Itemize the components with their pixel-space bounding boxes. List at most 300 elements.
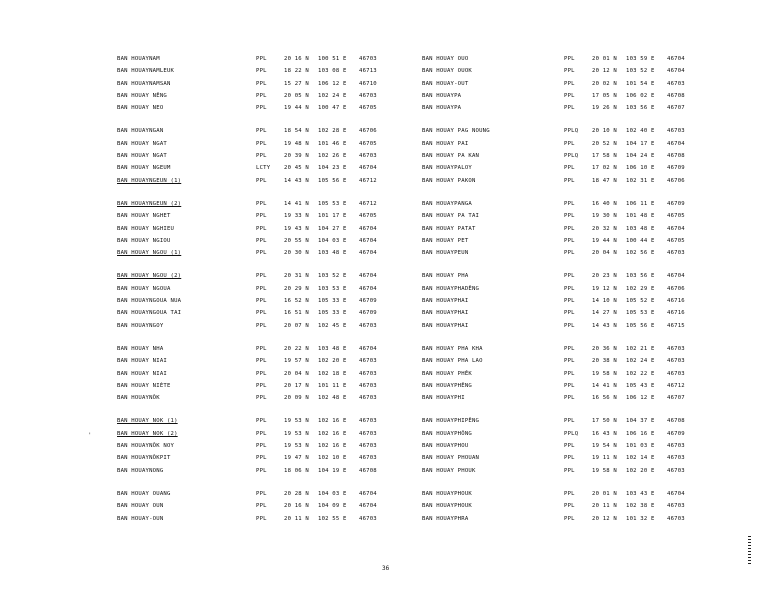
entry-lon: 101 54 E xyxy=(626,80,655,87)
entry-code: 46706 xyxy=(359,128,377,135)
entry-lat: 14 41 N xyxy=(592,382,617,389)
entry-type: PPL xyxy=(256,370,267,377)
entry-lat: 14 43 N xyxy=(284,177,309,184)
entry-code: 46703 xyxy=(667,80,685,87)
entry-code: 46703 xyxy=(667,515,685,522)
entry-lat: 14 27 N xyxy=(592,310,617,317)
entry-lat: 20 29 N xyxy=(284,285,309,292)
entry-lon: 103 53 E xyxy=(318,285,347,292)
entry-lon: 103 59 E xyxy=(626,56,655,62)
entry-name: BAN HOUAYPEUN xyxy=(422,250,469,257)
entry-lat: 18 54 N xyxy=(284,128,309,135)
entry-name: BAN HOUAYNAMSAN xyxy=(117,80,171,87)
entry-code: 46713 xyxy=(359,68,377,75)
entry-type: PPL xyxy=(564,503,575,510)
entry-lon: 102 16 E xyxy=(318,430,347,437)
entry-name: BAN HOUAY NIAI xyxy=(117,358,167,365)
entry-lon: 104 03 E xyxy=(318,490,347,497)
entry-name: BAN HOUAYPHI xyxy=(422,395,465,402)
entry-type: PPL xyxy=(256,105,267,112)
entry-code: 46704 xyxy=(359,285,377,292)
entry-lon: 102 18 E xyxy=(318,370,347,377)
entry-code: 46703 xyxy=(667,503,685,510)
entry-code: 46704 xyxy=(667,490,685,497)
entry-lon: 105 53 E xyxy=(318,200,347,207)
entry-code: 46704 xyxy=(359,503,377,510)
entry-lon: 102 20 E xyxy=(626,467,655,474)
entry-lon: 105 52 E xyxy=(626,298,655,305)
entry-type: PPL xyxy=(564,165,575,172)
entry-lon: 105 33 E xyxy=(318,310,347,317)
entry-name: BAN HOUAYNGEUN (2) xyxy=(117,200,182,207)
entry-lon: 102 29 E xyxy=(626,285,655,292)
entry-name: BAN HOUAYNÔK NOY xyxy=(117,443,175,450)
entry-lon: 100 44 E xyxy=(626,237,655,244)
entry-name: BAN HOUAYNGOY xyxy=(117,322,164,329)
entry-code: 46704 xyxy=(359,273,377,280)
entry-name: BAN HOUAYNGOUA TAI xyxy=(117,310,182,317)
entry-code: 46712 xyxy=(359,177,377,184)
entry-code: 46708 xyxy=(667,418,685,425)
entry-lat: 20 28 N xyxy=(284,490,309,497)
entry-lon: 102 26 E xyxy=(318,153,347,160)
entry-name: BAN HOUAY OUANG xyxy=(117,490,171,497)
entry-lon: 102 16 E xyxy=(318,443,347,450)
entry-lon: 104 09 E xyxy=(318,503,347,510)
entry-code: 46705 xyxy=(667,213,685,220)
entry-lat: 19 26 N xyxy=(592,105,617,112)
entry-type: PPL xyxy=(564,140,575,147)
entry-code: 46704 xyxy=(359,165,377,172)
entry-code: 46716 xyxy=(667,310,685,317)
entry-lon: 102 45 E xyxy=(318,322,347,329)
entry-type: PPL xyxy=(564,80,575,87)
entry-lat: 19 43 N xyxy=(284,225,309,232)
entry-name: BAN HOUAYPA xyxy=(422,92,462,99)
entry-type: PPL xyxy=(256,68,267,75)
entry-name: BAN HOUAYPHÔNG xyxy=(422,430,472,437)
entry-type: PPLQ xyxy=(564,430,579,437)
entry-lat: 20 12 N xyxy=(592,515,617,522)
entry-name: BAN HOUAY NGEUM xyxy=(117,165,171,172)
entry-lat: 19 30 N xyxy=(592,213,617,220)
entry-lat: 19 48 N xyxy=(284,140,309,147)
entry-name: BAN HOUAY PHA KHA xyxy=(422,345,483,352)
entry-lat: 20 55 N xyxy=(284,237,309,244)
entry-type: PPL xyxy=(256,503,267,510)
entry-code: 46703 xyxy=(359,430,377,437)
entry-name: BAN HOUAYNAM xyxy=(117,56,160,62)
entry-lat: 19 33 N xyxy=(284,213,309,220)
entry-type: PPL xyxy=(564,370,575,377)
entry-name: BAN HOUAYNGOUA NUA xyxy=(117,298,182,305)
entry-lon: 104 17 E xyxy=(626,140,655,147)
entry-name: BAN HOUAY PHÊK xyxy=(422,370,472,377)
entry-lon: 103 08 E xyxy=(318,68,347,75)
entry-lat: 14 43 N xyxy=(592,322,617,329)
entry-lon: 102 14 E xyxy=(626,455,655,462)
entry-name: BAN HOUAY NGAT xyxy=(117,153,167,160)
entry-code: 46707 xyxy=(667,395,685,402)
entry-name: BAN HOUAY OUO xyxy=(422,56,469,62)
entry-lon: 106 11 E xyxy=(626,200,655,207)
entry-name: BAN HOUAYPANGA xyxy=(422,200,472,207)
entry-name: BAN HOUAY PA TAI xyxy=(422,213,480,220)
entry-lat: 19 54 N xyxy=(592,443,617,450)
entry-code: 46705 xyxy=(359,213,377,220)
entry-name: BAN HOUAY NGOU (2) xyxy=(117,273,182,280)
entry-name: BAN HOUAY NIÈTE xyxy=(117,382,171,389)
entry-lon: 102 16 E xyxy=(318,418,347,425)
entry-type: PPL xyxy=(256,455,267,462)
entry-type: PPL xyxy=(256,128,267,135)
entry-name: BAN HOUAYPHAI xyxy=(422,322,469,329)
entry-lat: 20 09 N xyxy=(284,395,309,402)
entry-type: PPL xyxy=(564,345,575,352)
entry-name: BAN HOUAYPHRA xyxy=(422,515,469,522)
entry-type: PPL xyxy=(564,395,575,402)
entry-lat: 19 11 N xyxy=(592,455,617,462)
entry-code: 46704 xyxy=(667,68,685,75)
entry-code: 46709 xyxy=(667,430,685,437)
entry-lat: 20 31 N xyxy=(284,273,309,280)
entry-lat: 20 01 N xyxy=(592,490,617,497)
entry-code: 46703 xyxy=(667,358,685,365)
margin-mark: ' xyxy=(88,432,92,439)
entry-type: PPL xyxy=(564,56,575,62)
entry-lon: 102 48 E xyxy=(318,395,347,402)
entry-name: BAN HOUAY PHA xyxy=(422,273,469,280)
entry-lat: 20 32 N xyxy=(592,225,617,232)
entry-name: BAN HOUAYNGEUN (1) xyxy=(117,177,182,184)
entry-type: PPL xyxy=(256,273,267,280)
entry-lat: 20 04 N xyxy=(592,250,617,257)
entry-lat: 20 17 N xyxy=(284,382,309,389)
entry-lat: 20 05 N xyxy=(284,92,309,99)
entry-type: PPL xyxy=(564,200,575,207)
entry-name: BAN HOUAYNONG xyxy=(117,467,164,474)
entry-type: PPL xyxy=(564,467,575,474)
entry-name: BAN HOUAY NGHIEU xyxy=(117,225,175,232)
entry-lat: 19 47 N xyxy=(284,455,309,462)
entry-type: PPL xyxy=(564,105,575,112)
entry-type: PPL xyxy=(256,200,267,207)
entry-lat: 19 53 N xyxy=(284,430,309,437)
entry-code: 46703 xyxy=(359,395,377,402)
entry-lon: 102 22 E xyxy=(626,370,655,377)
entry-type: PPL xyxy=(256,443,267,450)
entry-type: PPL xyxy=(256,490,267,497)
entry-code: 46707 xyxy=(667,105,685,112)
entry-code: 46703 xyxy=(359,455,377,462)
entry-lon: 101 03 E xyxy=(626,443,655,450)
entry-type: PPL xyxy=(256,250,267,257)
entry-lat: 20 12 N xyxy=(592,68,617,75)
entry-type: PPL xyxy=(256,430,267,437)
entry-name: BAN HOUAY OUOK xyxy=(422,68,472,75)
entry-lon: 105 53 E xyxy=(626,310,655,317)
entry-type: PPL xyxy=(256,298,267,305)
entry-lon: 103 48 E xyxy=(626,225,655,232)
entry-lon: 102 38 E xyxy=(626,503,655,510)
entry-name: BAN HOUAY NGOUA xyxy=(117,285,171,292)
entry-lat: 20 10 N xyxy=(592,128,617,135)
entry-code: 46705 xyxy=(667,237,685,244)
entry-lon: 101 17 E xyxy=(318,213,347,220)
entry-lat: 19 53 N xyxy=(284,443,309,450)
entry-lon: 103 52 E xyxy=(626,68,655,75)
entry-code: 46703 xyxy=(359,322,377,329)
entry-code: 46716 xyxy=(667,298,685,305)
entry-code: 46712 xyxy=(667,382,685,389)
entry-type: PPL xyxy=(564,225,575,232)
entry-name: BAN HOUAY PHOUK xyxy=(422,467,476,474)
entry-lat: 19 44 N xyxy=(284,105,309,112)
entry-lon: 102 24 E xyxy=(318,92,347,99)
entry-name: BAN HOUAYPALOY xyxy=(422,165,472,172)
entry-type: PPL xyxy=(564,310,575,317)
entry-code: 46712 xyxy=(359,200,377,207)
entry-type: PPL xyxy=(564,237,575,244)
entry-lat: 16 52 N xyxy=(284,298,309,305)
entry-name: BAN HOUAY-OUT xyxy=(422,80,469,87)
entry-code: 46709 xyxy=(359,310,377,317)
entry-lon: 104 27 E xyxy=(318,225,347,232)
entry-name: BAN HOUAY NGHET xyxy=(117,213,171,220)
entry-lat: 20 36 N xyxy=(592,345,617,352)
entry-type: PPL xyxy=(256,80,267,87)
entry-lat: 20 16 N xyxy=(284,503,309,510)
entry-code: 46703 xyxy=(667,443,685,450)
entry-name: BAN HOUAY-OUN xyxy=(117,515,164,522)
entry-type: PPL xyxy=(256,382,267,389)
entry-lon: 103 48 E xyxy=(318,250,347,257)
entry-type: PPL xyxy=(256,177,267,184)
entry-lat: 18 06 N xyxy=(284,467,309,474)
entry-code: 46703 xyxy=(667,250,685,257)
entry-lat: 20 39 N xyxy=(284,153,309,160)
entry-name: BAN HOUAY NOK (2) xyxy=(117,430,178,437)
entry-code: 46703 xyxy=(359,382,377,389)
entry-code: 46704 xyxy=(359,490,377,497)
entry-name: BAN HOUAY NGAT xyxy=(117,140,167,147)
entry-lat: 17 58 N xyxy=(592,153,617,160)
entry-code: 46704 xyxy=(667,140,685,147)
entry-type: LCTY xyxy=(256,165,271,172)
entry-lat: 20 16 N xyxy=(284,56,309,62)
entry-type: PPL xyxy=(256,358,267,365)
entry-lat: 19 44 N xyxy=(592,237,617,244)
entry-type: PPL xyxy=(564,273,575,280)
entry-code: 46705 xyxy=(359,105,377,112)
entry-lon: 100 51 E xyxy=(318,56,347,62)
entry-code: 46704 xyxy=(359,237,377,244)
entry-name: BAN HOUAYNÔK xyxy=(117,395,160,402)
entry-type: PPL xyxy=(564,358,575,365)
entry-lat: 17 50 N xyxy=(592,418,617,425)
entry-lon: 106 12 E xyxy=(626,395,655,402)
entry-name: BAN HOUAY PAG NOUNG xyxy=(422,128,490,135)
entry-lat: 19 57 N xyxy=(284,358,309,365)
entry-type: PPL xyxy=(564,382,575,389)
entry-type: PPL xyxy=(256,153,267,160)
page-number: 36 xyxy=(382,565,390,572)
entry-lon: 103 43 E xyxy=(626,490,655,497)
entry-lon: 106 12 E xyxy=(318,80,347,87)
entry-lon: 101 46 E xyxy=(318,140,347,147)
entry-type: PPL xyxy=(564,298,575,305)
entry-lat: 20 07 N xyxy=(284,322,309,329)
entry-code: 46709 xyxy=(667,200,685,207)
entry-type: PPL xyxy=(256,285,267,292)
entry-type: PPL xyxy=(564,443,575,450)
entry-lat: 20 52 N xyxy=(592,140,617,147)
entry-lon: 103 48 E xyxy=(318,345,347,352)
entry-lat: 20 02 N xyxy=(592,80,617,87)
entry-lat: 16 56 N xyxy=(592,395,617,402)
entry-code: 46704 xyxy=(359,250,377,257)
entry-code: 46708 xyxy=(667,153,685,160)
entry-lon: 102 28 E xyxy=(318,128,347,135)
entry-type: PPL xyxy=(564,177,575,184)
entry-code: 46703 xyxy=(359,370,377,377)
entry-lon: 104 23 E xyxy=(318,165,347,172)
entry-name: BAN HOUAY NGIOU xyxy=(117,237,171,244)
entry-code: 46703 xyxy=(667,455,685,462)
entry-type: PPL xyxy=(256,467,267,474)
entry-name: BAN HOUAY PA KAN xyxy=(422,153,480,160)
entry-lat: 19 58 N xyxy=(592,467,617,474)
entry-type: PPL xyxy=(564,455,575,462)
entry-lat: 19 53 N xyxy=(284,418,309,425)
entry-lon: 106 10 E xyxy=(626,165,655,172)
entry-code: 46704 xyxy=(667,273,685,280)
scan-edge-mark xyxy=(748,536,751,578)
entry-lat: 20 11 N xyxy=(284,515,309,522)
entry-name: BAN HOUAY OUN xyxy=(117,503,164,510)
entry-lon: 104 24 E xyxy=(626,153,655,160)
entry-lon: 104 19 E xyxy=(318,467,347,474)
entry-name: BAN HOUAYPHAI xyxy=(422,310,469,317)
entry-name: BAN HOUAY PAKON xyxy=(422,177,476,184)
entry-type: PPL xyxy=(256,322,267,329)
entry-name: BAN HOUAY NÊNG xyxy=(117,92,167,99)
entry-type: PPL xyxy=(564,418,575,425)
entry-lat: 20 30 N xyxy=(284,250,309,257)
entry-code: 46706 xyxy=(667,177,685,184)
entry-type: PPL xyxy=(256,310,267,317)
entry-type: PPL xyxy=(256,92,267,99)
entry-type: PPL xyxy=(256,395,267,402)
entry-name: BAN HOUAYPHOUK xyxy=(422,490,472,497)
entry-code: 46704 xyxy=(359,345,377,352)
entry-code: 46703 xyxy=(359,515,377,522)
entry-name: BAN HOUAYPA xyxy=(422,105,462,112)
entry-name: BAN HOUAY NEO xyxy=(117,105,164,112)
entry-name: BAN HOUAY PHA LAO xyxy=(422,358,483,365)
entry-lon: 103 56 E xyxy=(626,105,655,112)
entry-lat: 18 47 N xyxy=(592,177,617,184)
entry-lat: 17 05 N xyxy=(592,92,617,99)
entry-lat: 20 01 N xyxy=(592,56,617,62)
entry-lon: 103 52 E xyxy=(318,273,347,280)
entry-type: PPL xyxy=(564,92,575,99)
entry-lon: 102 10 E xyxy=(318,455,347,462)
entry-name: BAN HOUAYPHADÊNG xyxy=(422,285,480,292)
entry-name: BAN HOUAY NHA xyxy=(117,345,164,352)
entry-lat: 20 04 N xyxy=(284,370,309,377)
entry-name: BAN HOUAYNAMLEUK xyxy=(117,68,175,75)
entry-lon: 106 16 E xyxy=(626,430,655,437)
entry-code: 46703 xyxy=(359,358,377,365)
entry-lon: 102 55 E xyxy=(318,515,347,522)
entry-name: BAN HOUAY PATAT xyxy=(422,225,476,232)
entry-type: PPL xyxy=(564,490,575,497)
entry-code: 46703 xyxy=(667,128,685,135)
entry-name: BAN HOUAY NIAI xyxy=(117,370,167,377)
entry-code: 46703 xyxy=(359,418,377,425)
entry-lat: 20 23 N xyxy=(592,273,617,280)
entry-code: 46705 xyxy=(359,140,377,147)
entry-code: 46709 xyxy=(359,298,377,305)
entry-code: 46704 xyxy=(667,56,685,62)
entry-code: 46710 xyxy=(359,80,377,87)
entry-name: BAN HOUAYNGAN xyxy=(117,128,164,135)
entry-code: 46706 xyxy=(667,285,685,292)
entry-lon: 102 40 E xyxy=(626,128,655,135)
entry-name: BAN HOUAY NOK (1) xyxy=(117,418,178,425)
entry-lon: 103 56 E xyxy=(626,273,655,280)
entry-type: PPL xyxy=(564,285,575,292)
entry-lon: 102 20 E xyxy=(318,358,347,365)
entry-code: 46704 xyxy=(667,225,685,232)
entry-lat: 18 22 N xyxy=(284,68,309,75)
entry-name: BAN HOUAY NGOU (1) xyxy=(117,250,182,257)
entry-code: 46703 xyxy=(667,345,685,352)
entry-lon: 105 43 E xyxy=(626,382,655,389)
entry-lat: 20 38 N xyxy=(592,358,617,365)
entry-code: 46709 xyxy=(667,165,685,172)
entry-lat: 16 40 N xyxy=(592,200,617,207)
entry-type: PPLQ xyxy=(564,153,579,160)
entry-lat: 20 11 N xyxy=(592,503,617,510)
entry-code: 46708 xyxy=(667,92,685,99)
entry-code: 46703 xyxy=(359,56,377,62)
entry-code: 46703 xyxy=(667,467,685,474)
entry-lon: 105 56 E xyxy=(318,177,347,184)
entry-type: PPL xyxy=(564,68,575,75)
entry-code: 46715 xyxy=(667,322,685,329)
entry-name: BAN HOUAYPHAI xyxy=(422,298,469,305)
entry-lon: 104 37 E xyxy=(626,418,655,425)
entry-type: PPL xyxy=(564,250,575,257)
entry-lat: 20 45 N xyxy=(284,165,309,172)
entry-name: BAN HOUAY PET xyxy=(422,237,469,244)
entry-lon: 105 56 E xyxy=(626,322,655,329)
entry-code: 46708 xyxy=(359,467,377,474)
entry-type: PPL xyxy=(564,515,575,522)
entry-type: PPL xyxy=(256,56,267,62)
entry-lon: 105 33 E xyxy=(318,298,347,305)
entry-type: PPLQ xyxy=(564,128,579,135)
entry-name: BAN HOUAYPHÊNG xyxy=(422,382,472,389)
entry-lon: 102 31 E xyxy=(626,177,655,184)
entry-lon: 102 24 E xyxy=(626,358,655,365)
entry-lat: 19 58 N xyxy=(592,370,617,377)
entry-type: PPL xyxy=(256,225,267,232)
entry-type: PPL xyxy=(564,322,575,329)
entry-name: BAN HOUAYPHIPÊNG xyxy=(422,418,480,425)
